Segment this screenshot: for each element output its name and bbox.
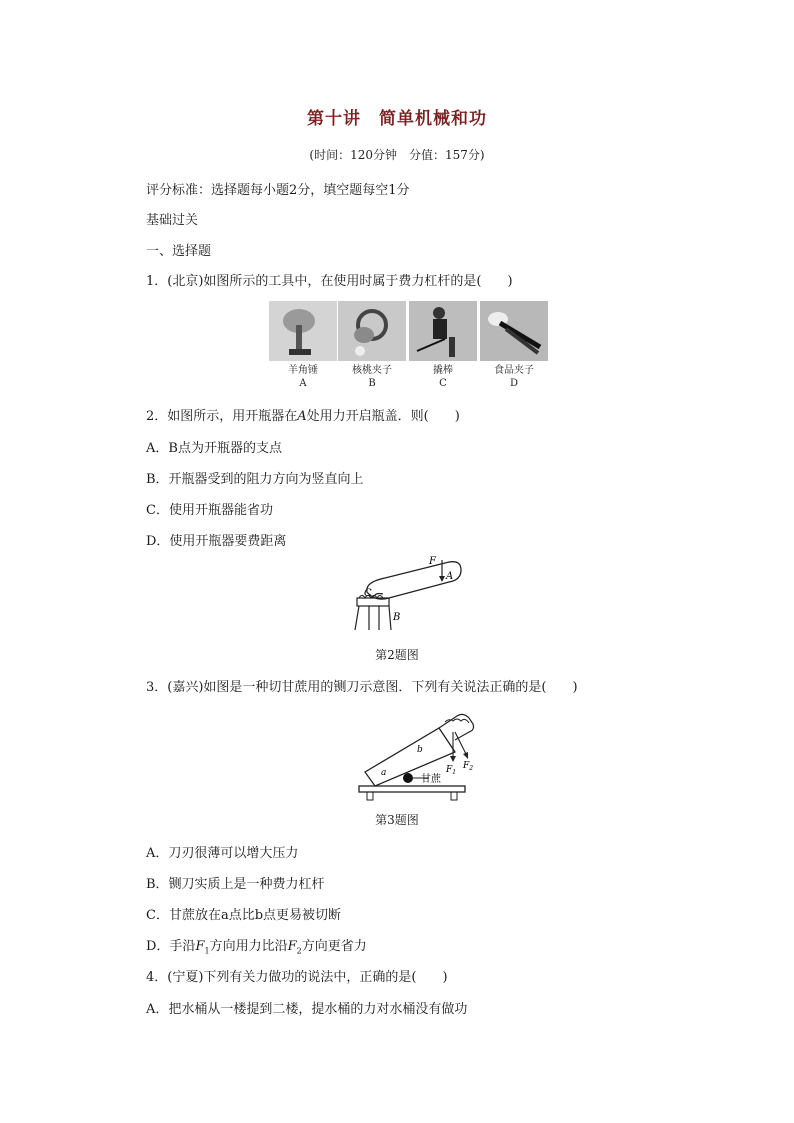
option-b-caption xyxy=(338,364,406,390)
question-2-option-a: A．B点为开瓶器的支点 xyxy=(146,441,282,456)
sugarcane-label: 甘蔗 xyxy=(421,774,441,785)
force-symbol: F xyxy=(287,939,297,954)
part-heading: 一、选择题 xyxy=(146,244,212,259)
figure-2-caption: 第2题图 xyxy=(375,648,419,662)
option-letter: C xyxy=(439,378,447,389)
point-c-label: C xyxy=(364,588,372,599)
guillotine-figure xyxy=(355,698,480,802)
point-a-label: A xyxy=(446,571,454,582)
question-3-option-b: B．铡刀实质上是一种费力杠杆 xyxy=(146,877,325,892)
option-letter: B xyxy=(368,378,376,389)
option-a-caption xyxy=(269,364,337,390)
question-2-option-d: D．使用开瓶器要费距离 xyxy=(146,534,287,549)
food-tongs-photo xyxy=(480,301,548,361)
force-symbol: F xyxy=(195,939,205,954)
subscript: 1 xyxy=(204,946,210,956)
crowbar-photo xyxy=(409,301,477,361)
stem-text: 2．如图所示，用开瓶器在 xyxy=(146,409,298,424)
option-letter: A xyxy=(299,378,307,389)
option-letter: D xyxy=(509,378,519,389)
option-c-caption xyxy=(409,364,477,390)
question-3-option-d xyxy=(146,935,367,956)
f1-label: $F_1$ xyxy=(446,765,457,776)
scoring-criteria: 评分标准：选择题每小题2分，填空题每空1分 xyxy=(146,183,410,198)
question-3-stem: 3．(嘉兴)如图是一种切甘蔗用的铡刀示意图．下列有关说法正确的是( ) xyxy=(146,680,578,695)
claw-hammer-photo xyxy=(269,301,337,361)
question-2-option-c: C．使用开瓶器能省功 xyxy=(146,503,273,518)
tool-name: 撬棒 xyxy=(433,365,453,376)
section-heading: 基础过关 xyxy=(146,213,199,228)
question-1-stem: 1．(北京)如图所示的工具中，在使用时属于费力杠杆的是( ) xyxy=(146,274,513,289)
page-title: 第十讲 简单机械和功 xyxy=(307,109,487,129)
point-a-label: a xyxy=(381,768,387,778)
option-text: 方向更省力 xyxy=(301,939,367,954)
question-2-stem xyxy=(146,405,460,424)
bottle-opener-figure xyxy=(345,552,465,634)
tool-name: 食品夹子 xyxy=(494,365,534,376)
question-4-option-a: A．把水桶从一楼提到二楼，提水桶的力对水桶没有做功 xyxy=(146,1002,468,1017)
figure-3-caption: 第3题图 xyxy=(375,813,419,827)
exam-info: (时间：120分钟 分值：157分) xyxy=(309,148,485,162)
tool-name: 羊角锤 xyxy=(288,365,318,376)
option-text: D．手沿 xyxy=(146,939,196,954)
question-4-stem: 4．(宁夏)下列有关力做功的说法中，正确的是( ) xyxy=(146,970,448,985)
question-3-option-a: A．刀刃很薄可以增大压力 xyxy=(146,846,299,861)
point-b-label: B xyxy=(393,612,401,623)
option-d-caption xyxy=(480,364,548,390)
option-text: 方向用力比沿 xyxy=(209,939,288,954)
question-2-option-b: B．开瓶器受到的阻力方向为竖直向上 xyxy=(146,472,364,487)
point-label: A xyxy=(297,409,307,424)
question-3-option-c: C．甘蔗放在a点比b点更易被切断 xyxy=(146,908,342,923)
tool-name: 核桃夹子 xyxy=(352,365,392,376)
nutcracker-photo xyxy=(338,301,406,361)
subscript: 2 xyxy=(296,946,302,956)
stem-text: 处用力开启瓶盖．则( ) xyxy=(306,409,460,424)
point-b-label: b xyxy=(417,745,423,755)
force-label: F xyxy=(429,556,436,567)
f2-label: $F_2$ xyxy=(463,761,474,772)
